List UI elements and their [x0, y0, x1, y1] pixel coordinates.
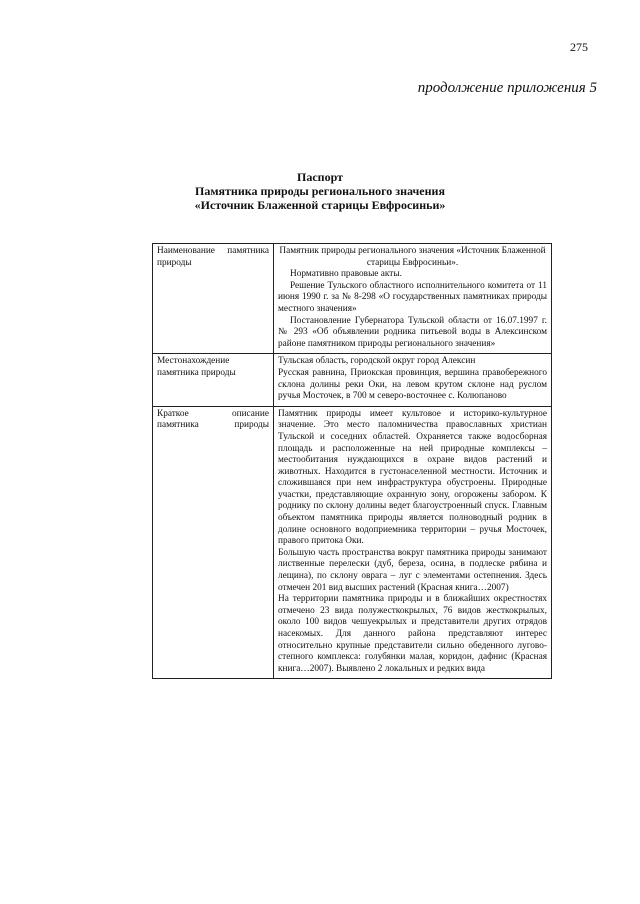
paragraph: Постановление Губернатора Тульской области от 16.07.1997 г. № 293 «Об объявлении родника питьевой воды в Алексинском районе памятником природы регионального значения» [278, 315, 547, 349]
title-line-3: «Источник Блаженной старицы Евфросиньи» [194, 198, 446, 212]
title-line-2: Памятника природы регионального значения [195, 184, 445, 198]
passport-table [152, 243, 552, 679]
paragraph: На территории памятника природы и в ближайших окрестностях отмечено 23 вида полужесткокрылых, 76 видов жесткокрылых, около 100 видов чешуекрылых и представители других отрядов насекомых. Для данного района представляют интерес относительно крупные представители сильно обеденного лугово-степного комплекса: голубянки малая, коридон, дафнис (Красная книга…2007). Выявлено 2 локальных и редких вида [278, 594, 547, 674]
page-number: 275 [570, 40, 588, 54]
paragraph: Большую часть пространства вокруг памятника природы занимают лиственные перелески (дуб, береза, осина, в подлеске рябина и лещина), по склону оврага – луг с элементами остепнения. Здесь отмечен 201 вид высших растений (Красная книга…2007) [278, 547, 547, 593]
paragraph: Русская равнина, Приокская провинция, вершина правобережного склона долины реки Оки, на левом крутом склоне над руслом ручья Мосточек, в 700 м северо-восточнее с. Колюпаново [278, 367, 547, 402]
table-row [153, 244, 552, 354]
row-content-location [274, 354, 552, 406]
row-label-description: Краткое описание памятника природы [153, 406, 274, 679]
paragraph: Тульская область, городской округ город Алексин [278, 356, 476, 367]
row-label-location: Местонахождение памятника природы [153, 354, 274, 406]
table-row [153, 354, 552, 406]
paragraph: Памятник природы имеет культовое и историко-культурное значение. Это место паломничества православных христиан Тульской и соседних областей. Охраняется также водосборная площадь и расположенные на ней природные комплексы – местообитания нуждающихся в охране видов растений и животных. Находится в густонаселенной местности. Источник и сложившаяся при нем инфраструктура обустроены. Природные участки, представляющие охранную зону, огорожены забором. К роднику по склону долины ведет благоустроенный спуск. Главным объектом памятника природы является полноводный родник в долине основного водоприемника территории – ручья Мосточек, правого притока Оки. [278, 408, 547, 547]
paragraph: Решение Тульского областного исполнительного комитета от 11 июня 1990 г. за № 8-298 «О государственных памятниках природы местного значения» [278, 280, 547, 314]
paragraph: Нормативно правовые акты. [290, 269, 402, 280]
row-content-description [274, 406, 552, 679]
row-content-name [274, 244, 552, 354]
appendix-note: продолжение приложения 5 [417, 80, 597, 96]
paragraph: Памятник природы регионального значения «Источник Блаженной старицы Евфросиньи». [279, 246, 546, 268]
row-label-name: Наименование памятника природы [153, 244, 274, 354]
table-row [153, 406, 552, 679]
title-line-1: Паспорт [297, 170, 343, 184]
document-title [0, 170, 640, 212]
